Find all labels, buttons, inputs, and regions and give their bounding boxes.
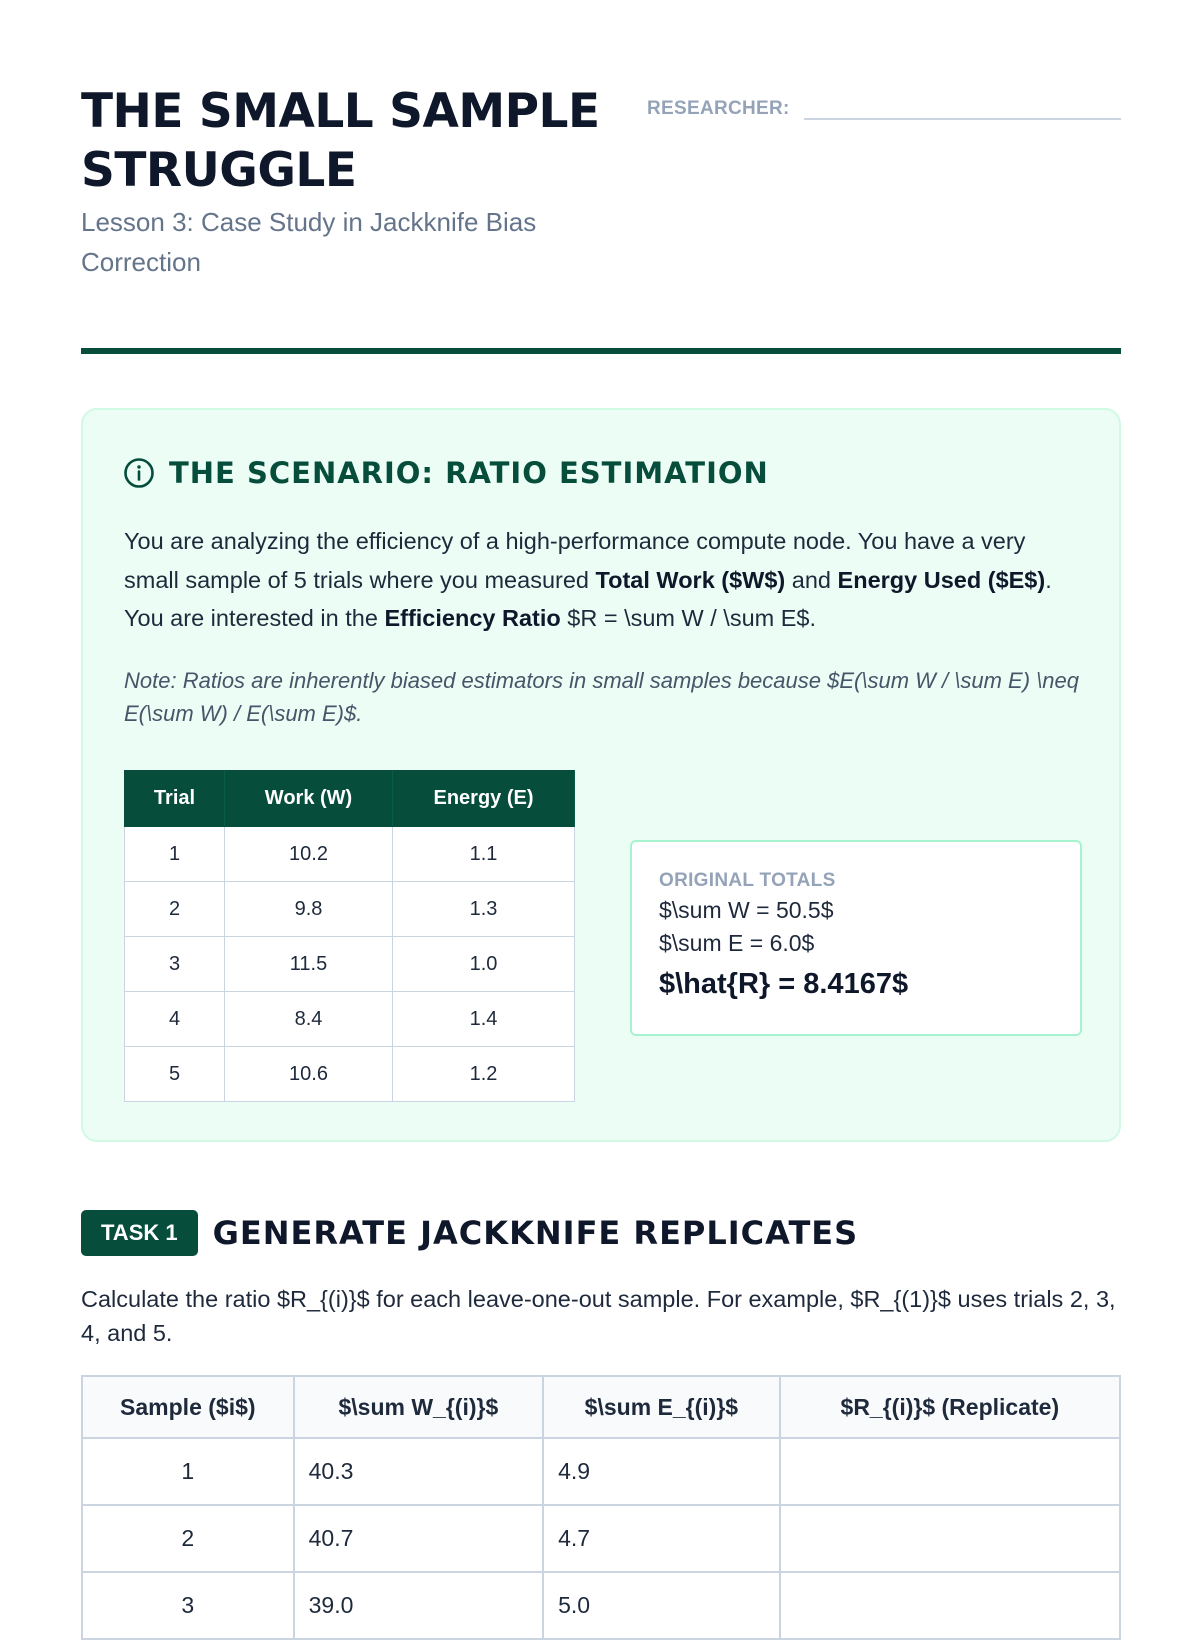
table-row <box>125 1047 575 1102</box>
sample-cell: 1 <box>82 1438 294 1505</box>
scenario-text-2: and <box>785 566 838 593</box>
column-header-sample: Sample ($i$) <box>82 1376 294 1438</box>
sample-cell: 2 <box>82 1505 294 1572</box>
table-row <box>82 1572 1120 1639</box>
task-description: Calculate the ratio $R_{(i)}$ for each leave-one-out sample. For example, $R_{(1)}$ uses trials 2, 3, 4, and 5. <box>81 1286 1116 1346</box>
column-header-sum-w: $\sum W_{(i)}$ <box>294 1376 544 1438</box>
column-header-energy: Energy (E) <box>393 771 575 827</box>
table-row <box>82 1438 1120 1505</box>
researcher-label: RESEARCHER: <box>647 98 790 119</box>
table-row <box>125 827 575 882</box>
info-icon <box>123 457 155 489</box>
work-cell: 10.6 <box>225 1047 393 1102</box>
work-cell: 8.4 <box>225 992 393 1047</box>
r-hat-value: $\hat{R} = 8.4167$ <box>659 968 909 1000</box>
scenario-title: THE SCENARIO: RATIO ESTIMATION <box>169 456 769 490</box>
totals-label: ORIGINAL TOTALS <box>659 870 836 891</box>
trial-cell: 4 <box>125 992 225 1047</box>
trial-cell: 2 <box>125 882 225 937</box>
table-row <box>125 992 575 1047</box>
replicate-answer-cell[interactable] <box>780 1505 1120 1572</box>
task-badge: TASK 1 <box>81 1210 198 1256</box>
page-title: THE SMALL SAMPLE STRUGGLE <box>81 84 600 198</box>
column-header-trial: Trial <box>125 771 225 827</box>
term-total-work: Total Work ($W$) <box>595 566 786 593</box>
sum-w-cell: 39.0 <box>294 1572 544 1639</box>
term-energy-used: Energy Used ($E$) <box>837 566 1046 593</box>
replicate-answer-cell[interactable] <box>780 1438 1120 1505</box>
scenario-text-4: $R = \sum W / \sum E$. <box>560 605 817 631</box>
scenario-description <box>124 522 1084 638</box>
scenario-note: Note: Ratios are inherently biased estimators in small samples because $E(\sum W / \sum E) \neq E(\sum W) / E(\sum E)$. <box>124 668 1079 726</box>
energy-cell: 1.0 <box>393 937 575 992</box>
worksheet-page <box>81 0 1121 1618</box>
sum-e-cell: 4.7 <box>543 1505 780 1572</box>
researcher-input-line[interactable] <box>804 88 1121 120</box>
scenario-card <box>81 408 1121 1142</box>
sum-w-value: $\sum W = 50.5$ <box>659 897 834 923</box>
trial-cell: 5 <box>125 1047 225 1102</box>
term-efficiency-ratio: Efficiency Ratio <box>384 605 561 631</box>
scenario-heading <box>123 456 769 490</box>
energy-cell: 1.4 <box>393 992 575 1047</box>
work-cell: 10.2 <box>225 827 393 882</box>
scenario-text-3: . You are interested in the <box>124 566 1052 631</box>
table-row <box>125 882 575 937</box>
task-title: GENERATE JACKKNIFE REPLICATES <box>212 1214 859 1252</box>
energy-cell: 1.2 <box>393 1047 575 1102</box>
column-header-replicate: $R_{(i)}$ (Replicate) <box>780 1376 1120 1438</box>
work-cell: 9.8 <box>225 882 393 937</box>
original-totals-box <box>630 840 1082 1036</box>
sum-e-cell: 4.9 <box>543 1438 780 1505</box>
trial-cell: 3 <box>125 937 225 992</box>
work-cell: 11.5 <box>225 937 393 992</box>
sum-w-cell: 40.7 <box>294 1505 544 1572</box>
page-subtitle: Lesson 3: Case Study in Jackknife Bias Correction <box>81 207 537 277</box>
table-header-row <box>125 771 575 827</box>
task1-heading <box>81 1210 858 1256</box>
energy-cell: 1.3 <box>393 882 575 937</box>
sum-e-value: $\sum E = 6.0$ <box>659 930 815 956</box>
table-row <box>82 1505 1120 1572</box>
replicates-table <box>81 1375 1121 1640</box>
sum-w-cell: 40.3 <box>294 1438 544 1505</box>
energy-cell: 1.1 <box>393 827 575 882</box>
trial-cell: 1 <box>125 827 225 882</box>
sum-e-cell: 5.0 <box>543 1572 780 1639</box>
trial-data-table <box>124 770 575 1102</box>
table-row <box>125 937 575 992</box>
scenario-text-1: You are analyzing the efficiency of a high-performance compute node. You have a very small sample of 5 trials where you measured <box>124 528 1026 593</box>
header <box>81 0 1121 356</box>
sample-cell: 3 <box>82 1572 294 1639</box>
header-divider <box>81 348 1121 354</box>
column-header-sum-e: $\sum E_{(i)}$ <box>543 1376 780 1438</box>
replicate-answer-cell[interactable] <box>780 1572 1120 1639</box>
researcher-field <box>647 88 1121 120</box>
table-header-row <box>82 1376 1120 1438</box>
column-header-work: Work (W) <box>225 771 393 827</box>
